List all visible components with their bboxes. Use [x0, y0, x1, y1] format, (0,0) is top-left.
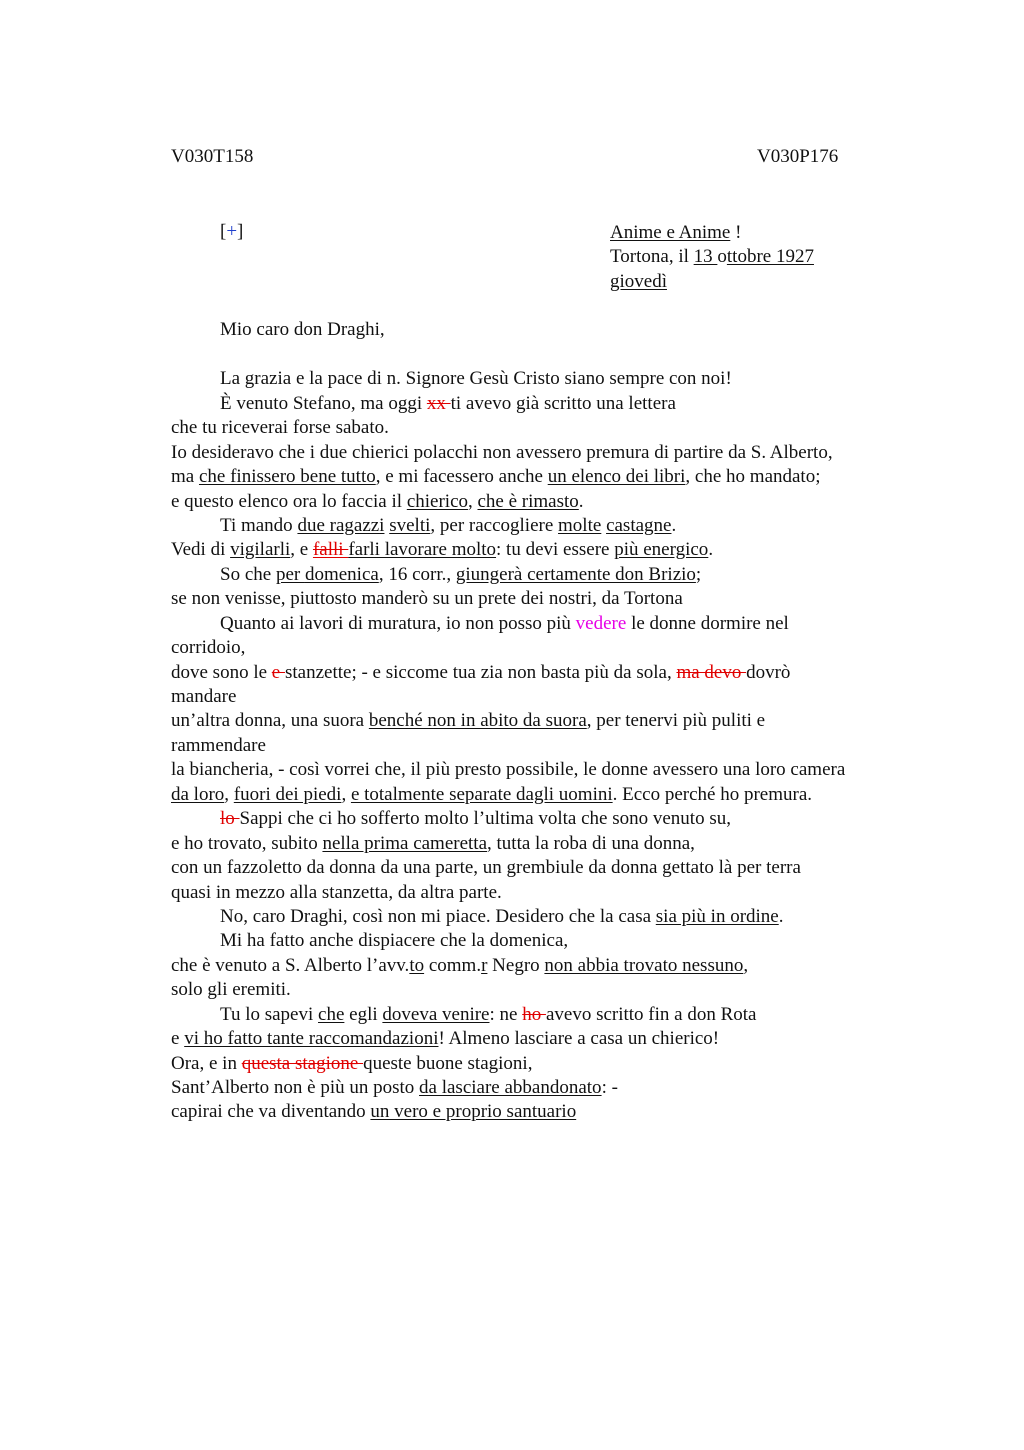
text-line: se non venisse, piuttosto manderò su un prete dei nostri, da Tortona: [171, 588, 683, 609]
text-line: e vi ho fatto tante raccomandazioni! Almeno lasciare a casa un chierico!: [171, 1028, 720, 1049]
text-line: lo Sappi che ci ho sofferto molto l’ultima volta che sono venuto su,: [220, 808, 731, 829]
text-line: la biancheria, - così vorrei che, il più presto possibile, le donne avessero una loro camera: [171, 759, 846, 780]
text-line: È venuto Stefano, ma oggi xx ti avevo già scritto una lettera: [220, 393, 676, 414]
letter-weekday: giovedì: [610, 271, 667, 292]
deleted-text: falli: [312, 539, 349, 560]
text-line: Quanto ai lavori di muratura, io non posso più vedere le donne dormire nel: [220, 613, 789, 634]
text-line: quasi in mezzo alla stanzetta, da altra parte.: [171, 882, 502, 903]
deleted-text: e: [271, 662, 285, 683]
highlighted-word: vedere: [575, 613, 627, 634]
deleted-text: ho: [522, 1004, 546, 1025]
marker-open-bracket: [: [220, 221, 227, 242]
text-line: Io desideravo che i due chierici polacchi non avessero premura di partire da S. Alberto,: [171, 442, 833, 463]
text-line: e ho trovato, subito nella prima cameretta, tutta la roba di una donna,: [171, 833, 695, 854]
text-line: rammendare: [171, 735, 266, 756]
text-line: capirai che va diventando un vero e proprio santuario: [171, 1101, 577, 1122]
text-line: No, caro Draghi, così non mi piace. Desidero che la casa sia più in ordine.: [220, 906, 784, 927]
text-line: ma che finissero bene tutto, e mi facessero anche un elenco dei libri, che ho mandato;: [171, 466, 821, 487]
text-line: con un fazzoletto da donna da una parte, un grembiule da donna gettato là per terra: [171, 857, 801, 878]
marker-close-bracket: ]: [237, 221, 244, 242]
salutation: Mio caro don Draghi,: [220, 319, 385, 340]
text-line: Ora, e in questa stagione queste buone stagioni,: [171, 1053, 533, 1074]
text-line: So che per domenica, 16 corr., giungerà certamente don Brizio;: [220, 564, 702, 585]
text-line: mandare: [171, 686, 237, 707]
text-line: Ti mando due ragazzi svelti, per raccogliere molte castagne.: [220, 515, 677, 536]
expand-plus-icon[interactable]: +: [226, 221, 238, 242]
left-document-code: V030T158: [171, 146, 254, 167]
deleted-text: questa stagione: [241, 1053, 364, 1074]
deleted-text: xx: [426, 393, 451, 414]
deleted-text: ma devo: [676, 662, 747, 683]
text-line: Tu lo sapevi che egli doveva venire: ne ho avevo scritto fin a don Rota: [220, 1004, 757, 1025]
right-document-code: V030P176: [757, 146, 839, 167]
text-line: Sant’Alberto non è più un posto da lasciare abbandonato: -: [171, 1077, 618, 1098]
text-line: La grazia e la pace di n. Signore Gesù Cristo siano sempre con noi!: [220, 368, 732, 389]
text-line: solo gli eremiti.: [171, 979, 291, 1000]
text-line: che è venuto a S. Alberto l’avv.to comm.r Negro non abbia trovato nessuno,: [171, 955, 749, 976]
text-line: che tu riceverai forse sabato.: [171, 417, 389, 438]
text-line: Vedi di vigilarli, e falli farli lavorare molto: tu devi essere più energico.: [171, 539, 714, 560]
text-line: dove sono le e stanzette; - e siccome tua zia non basta più da sola, ma devo dovrò: [171, 662, 791, 683]
letter-title: Anime e Anime !: [610, 222, 742, 243]
letter-place-date: Tortona, il 13 ottobre 1927: [610, 246, 814, 267]
text-line: da loro, fuori dei piedi, e totalmente separate dagli uomini. Ecco perché ho premura.: [171, 784, 813, 805]
text-line: e questo elenco ora lo faccia il chierico, che è rimasto.: [171, 491, 584, 512]
text-line: un’altra donna, una suora benché non in abito da suora, per tenervi più puliti e: [171, 710, 766, 731]
expand-marker[interactable]: [220, 221, 243, 243]
deleted-text: lo: [220, 808, 240, 829]
text-line: corridoio,: [171, 637, 246, 658]
text-line: Mi ha fatto anche dispiacere che la domenica,: [220, 930, 569, 951]
